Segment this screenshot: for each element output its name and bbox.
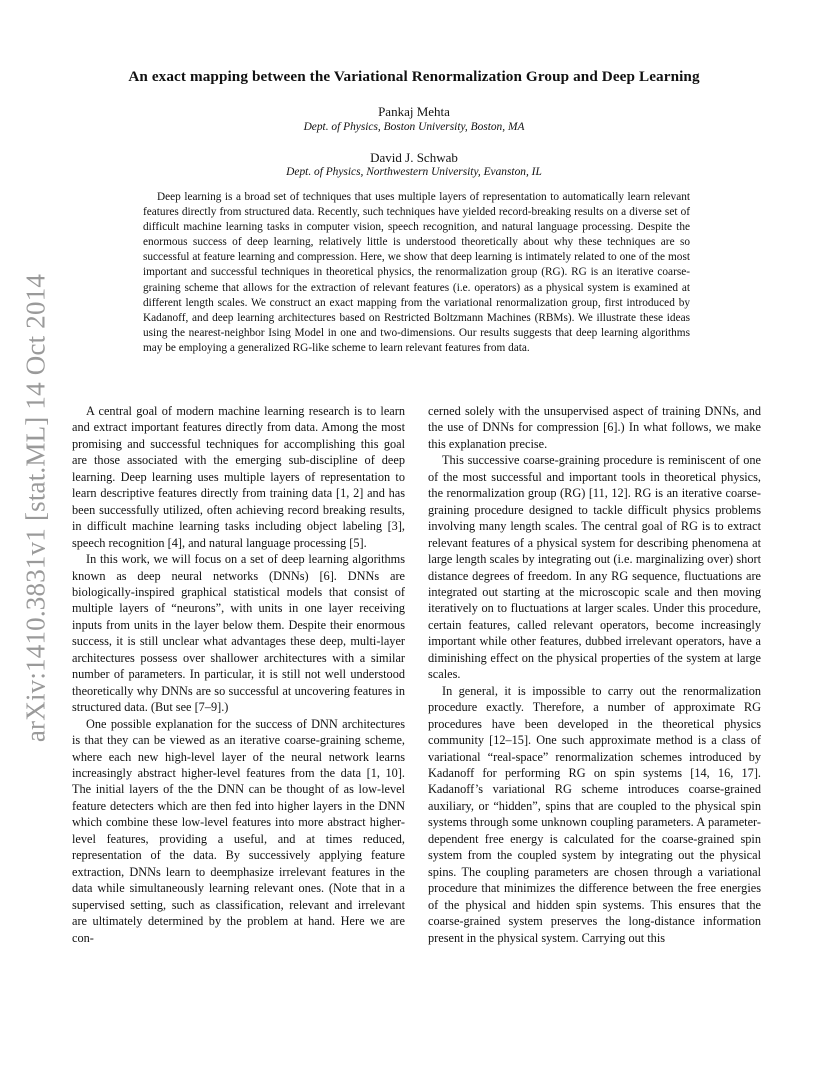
arxiv-identifier-text: arXiv:1410.3831v1 [stat.ML] 14 Oct 2014	[20, 273, 51, 743]
author-name-1: Pankaj Mehta	[378, 104, 450, 119]
author-name-2: David J. Schwab	[370, 150, 458, 165]
author-affiliation-2: Dept. of Physics, Northwestern University, Evanston, IL	[286, 166, 542, 178]
paragraph: This successive coarse-graining procedure is reminiscent of one of the most successful and important tools in theoretical physics, the renormalization group (RG) [11, 12]. RG is an iterative coarse-graining procedure designed to tackle difficult physics problems involving many length scales. The central goal of RG is to extract relevant features of a physical system for describing phenomena at large length scales by integrating out (i.e. marginalizing over) short distance degrees of freedom. In any RG sequence, fluctuations are integrated out starting at the microscopic scale and then moving iteratively on to fluctuations at larger scales. Under this procedure, certain features, called relevant operators, become increasingly important while other features, dubbed irrelevant operators, have a diminishing effect on the physical properties of the system at large scales.	[428, 453, 761, 682]
body-column-left	[72, 403, 405, 946]
body-column-right	[428, 403, 761, 946]
paper-title: An exact mapping between the Variational Renormalization Group and Deep Learning	[128, 68, 700, 85]
paragraph: In this work, we will focus on a set of deep learning algorithms known as deep neural networks (DNNs) [6]. DNNs are biologically-inspired graphical statistical models that consist of multiple layers of “neurons”, with units in one layer receiving inputs from units in the layer below them. Despite their enormous success, it is still unclear what advantages these deep, multi-layer architectures possess over shallower architectures with a similar number of parameters. In particular, it is still not well understood theoretically why DNNs are so successful at uncovering features in structured data. (But see [7–9].)	[72, 552, 405, 715]
paragraph: One possible explanation for the success of DNN architectures is that they can be viewed as an iterative coarse-graining scheme, where each new high-level layer of the neural network learns increasingly abstract higher-level features from the data [1, 10]. The initial layers of the the DNN can be thought of as low-level feature detecters which are then fed into higher layers in the DNN which combine these low-level features into more abstract higher-level features, providing a useful, and at times reduced, representation of the data. By successively applying feature extraction, DNNs learn to deemphasize irrelevant features in the data while simultaneously learning relevant ones. (Note that in a supervised setting, such as classification, relevant and irrelevant are ultimately determined by the problem at hand. Here we are con-	[72, 716, 405, 945]
arxiv-identifier-stamp	[18, 266, 54, 750]
paragraph: A central goal of modern machine learning research is to learn and extract important features directly from data. Among the most promising and successful techniques for accomplishing this goal are those associated with the emerging sub-discipline of deep learning. Deep learning uses multiple layers of representation to learn descriptive features directly from training data [1, 2] and has been successfully utilized, often achieving record breaking results, in difficult machine learning tasks including object labeling [3], speech recognition [4], and natural language processing [5].	[72, 404, 405, 550]
paragraph: cerned solely with the unsupervised aspect of training DNNs, and the use of DNNs for compression [6].) In what follows, we make this explanation precise.	[428, 404, 761, 451]
abstract: Deep learning is a broad set of techniques that uses multiple layers of representation to automatically learn relevant features directly from structured data. Recently, such techniques have yielded record-breaking results on a diverse set of difficult machine learning tasks in computer vision, speech recognition, and natural language processing. Despite the enormous success of deep learning, relatively little is understood theoretically about why these techniques are so successful at feature learning and compression. Here, we show that deep learning is intimately related to one of the most important and successful techniques in theoretical physics, the renormalization group (RG). RG is an iterative coarse-graining scheme that allows for the extraction of relevant features (i.e. operators) as a physical system is examined at different length scales. We construct an exact mapping from the variational renormalization group, first introduced by Kadanoff, and deep learning architectures based on Restricted Boltzmann Machines (RBMs). We illustrate these ideas using the nearest-neighbor Ising Model in one and two-dimensions. Our results suggests that deep learning algorithms may be employing a generalized RG-like scheme to learn relevant features from data.	[143, 191, 690, 354]
paragraph: In general, it is impossible to carry out the renormalization procedure exactly. Therefore, a number of approximate RG procedures have been developed in the theoretical physics community [12–15]. One such approximate method is a class of variational “real-space” renormalization schemes introduced by Kadanoff for performing RG on spin systems [14, 16, 17]. Kadanoff’s variational RG scheme introduces coarse-grained auxiliary, or “hidden”, spins that are coupled to the physical spin systems through some unknown coupling parameters. A parameter-dependent free energy is calculated for the coarse-grained spin system from the coupled system by integrating out the physical spins. The coupling parameters are chosen through a variational procedure that minimizes the difference between the free energies of the physical and hidden spin systems. This ensures that the coarse-grained system preserves the long-distance information present in the physical system. Carrying out this	[428, 683, 761, 945]
author-affiliation-1: Dept. of Physics, Boston University, Boston, MA	[303, 121, 525, 133]
